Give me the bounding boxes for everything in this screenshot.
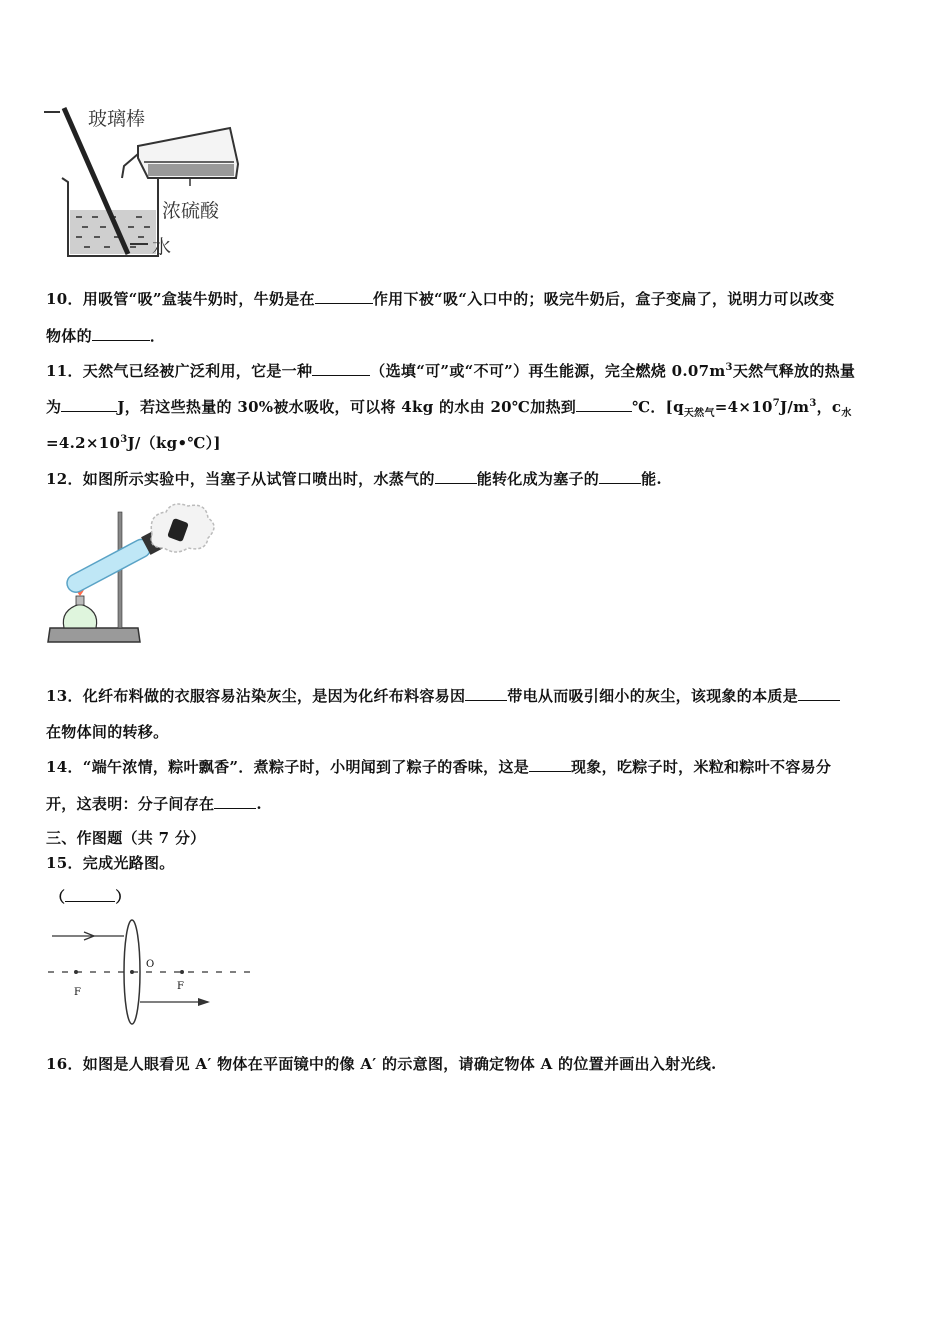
convex-lens-diagram [46, 914, 258, 1026]
question-number: 12． [46, 470, 83, 488]
question-text: 天然气释放的热量 [732, 362, 856, 380]
question-text: 现象，吃粽子时，米粒和粽叶不容易分 [571, 758, 832, 776]
question-11-line2 [46, 396, 852, 419]
question-11-line1 [46, 360, 855, 381]
question-text: （选填“可”或“不可”）再生能源，完全燃烧 0.07m [370, 362, 726, 380]
answer-blank[interactable] [529, 757, 571, 772]
question-13-line2 [46, 721, 168, 742]
label-glass-rod: 玻璃棒 [88, 108, 146, 130]
answer-blank[interactable] [214, 794, 256, 809]
question-text: ℃．[q [632, 398, 684, 416]
question-text: 能. [641, 470, 662, 488]
question-text: 在物体间的转移。 [46, 723, 169, 741]
answer-blank[interactable] [798, 686, 840, 701]
steam-experiment-diagram [40, 500, 220, 650]
question-text: . [256, 795, 262, 813]
question-text: 物体的 [46, 327, 92, 345]
question-text: 如图所示实验中，当塞子从试管口喷出时，水蒸气的 [82, 470, 435, 488]
label-water: 水 [152, 236, 172, 258]
paren-close: ） [115, 888, 131, 906]
answer-blank[interactable] [92, 326, 150, 341]
section-title: 三、作图题（共 7 分） [46, 829, 206, 847]
answer-blank[interactable] [61, 397, 117, 412]
question-14-line2 [46, 793, 262, 814]
question-text: 天然气已经被广泛利用，它是一种 [82, 362, 313, 380]
answer-placeholder [50, 886, 131, 907]
answer-blank[interactable] [576, 397, 632, 412]
superscript: 3 [120, 434, 128, 445]
question-number: 10． [46, 290, 83, 308]
question-13-line1 [46, 685, 840, 706]
question-text: 化纤布料做的衣服容易沾染灰尘，是因为化纤布料容易因 [82, 687, 466, 705]
question-text: J/（kg•℃）] [127, 434, 221, 452]
answer-blank[interactable] [65, 887, 115, 902]
question-text: 开，这表明：分子间存在 [46, 795, 215, 813]
subscript: 水 [841, 408, 852, 419]
label-focus-left: F [74, 987, 81, 998]
question-12 [46, 468, 662, 489]
answer-blank[interactable] [312, 361, 370, 376]
figure-acid-dilution [40, 98, 250, 268]
answer-blank[interactable] [435, 469, 477, 484]
figure-lens-diagram [46, 914, 258, 1026]
question-text: J，若这些热量的 30%被水吸收，可以将 4kg 的水由 20℃加热到 [117, 398, 577, 416]
question-number: 13． [46, 687, 83, 705]
question-11-line3 [46, 432, 221, 453]
question-text: 如图是人眼看见 A′ 物体在平面镜中的像 A′ 的示意图，请确定物体 A 的位置并画出入射光线. [82, 1055, 717, 1073]
subscript: 天然气 [683, 408, 715, 419]
superscript: 3 [725, 362, 733, 373]
question-text: 能转化成为塞子的 [476, 470, 600, 488]
question-number: 16． [46, 1055, 83, 1073]
superscript: 3 [809, 398, 817, 409]
question-text: 为 [46, 398, 62, 416]
question-10-line2 [46, 325, 165, 346]
answer-blank[interactable] [315, 289, 373, 304]
question-15 [46, 852, 175, 873]
question-number: 14． [46, 758, 83, 776]
question-text: J/m [779, 398, 810, 416]
question-number: 15． [46, 854, 83, 872]
answer-blank[interactable] [465, 686, 507, 701]
question-text: ． [149, 327, 166, 345]
question-text: ，c [816, 398, 842, 416]
label-focus-right: F [177, 981, 184, 992]
superscript: 7 [772, 398, 780, 409]
question-16 [46, 1053, 717, 1074]
question-10-line1 [46, 288, 834, 309]
question-text: 带电从而吸引细小的灰尘，该现象的本质是 [507, 687, 798, 705]
question-text: “端午浓情，粽叶飘香”．煮粽子时，小明闻到了粽子的香味，这是 [82, 758, 530, 776]
question-text: =4×10 [714, 398, 773, 416]
answer-blank[interactable] [599, 469, 641, 484]
figure-steam-experiment [40, 500, 220, 650]
question-text: 作用下被“吸“入口中的；吸完牛奶后，盒子变扁了，说明力可以改变 [372, 290, 835, 308]
question-14-line1 [46, 756, 831, 777]
question-number: 11． [46, 362, 83, 380]
question-text: 用吸管“吸”盒装牛奶时，牛奶是在 [82, 290, 315, 308]
question-text: =4.2×10 [46, 434, 121, 452]
label-optical-center: O [146, 959, 155, 970]
label-sulfuric-acid: 浓硫酸 [162, 200, 220, 222]
question-text: 完成光路图。 [82, 854, 175, 872]
paren-open: （ [50, 888, 66, 906]
